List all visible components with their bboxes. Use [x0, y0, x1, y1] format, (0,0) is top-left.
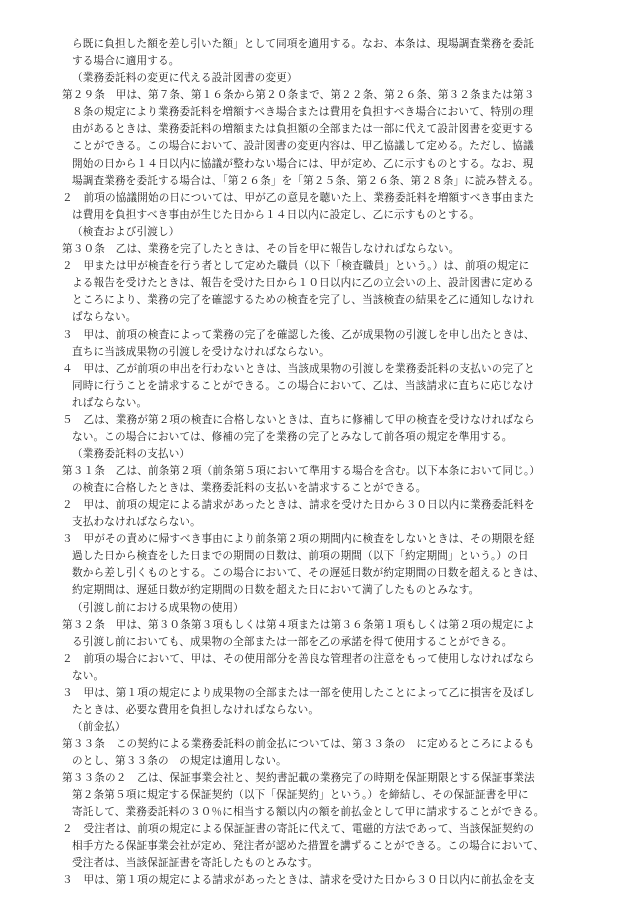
article-text: 第３３条の２ 乙は、保証事業会社と、契約書記載の業務完了の時期を保証期限とする保証事業法 第２条第５項に規定する保証契約（以下「保証契約」という。）を締結し、その保証証書を甲に 寄託して、業務委託料の３０％に相当する額以内の額を前払金として甲に請求することができる。	[62, 772, 545, 819]
article-33	[62, 736, 572, 770]
article-32-item-2	[62, 651, 572, 685]
item-text: ２ 甲は、前項の規定による請求があったときは、請求を受けた日から３０日以内に業務委託料を 支払わなければならない。	[62, 499, 535, 529]
article-33-2-item-3	[62, 872, 572, 889]
article-30-item-2	[62, 258, 572, 327]
paragraph-continuation	[62, 36, 572, 70]
item-text: ４ 甲は、乙が前項の申出を行わないときは、当該成果物の引渡しを業務委託料の支払いの完了と 同時に行うことを請求することができる。この場合において、乙は、当該請求に直ちに応じなけ ればならない。	[62, 363, 535, 410]
article-32-item-3	[62, 685, 572, 719]
heading-article-29	[62, 70, 572, 87]
article-29	[62, 87, 572, 190]
item-text: ２ 前項の協議開始の日については、甲が乙の意見を聴いた上、業務委託料を増額すべき事由また は費用を負担すべき事由が生じた日から１４日以内に設定し、乙に示すものとする。	[62, 192, 535, 222]
article-31-item-3	[62, 531, 572, 600]
article-30-item-4	[62, 361, 572, 412]
article-text: 第３１条 乙は、前条第２項（前条第５項において準用する場合を含む。以下本条において同じ。） の検査に合格したときは、業務委託料の支払いを請求することができる。	[62, 465, 541, 495]
article-31-item-2	[62, 497, 572, 531]
article-text: 第３０条 乙は、業務を完了したときは、その旨を甲に報告しなければならない。	[62, 243, 460, 255]
item-text: ３ 甲は、前項の検査によって業務の完了を確認した後、乙が成果物の引渡しを申し出たときは、 直ちに当該成果物の引渡しを受けなければならない。	[62, 329, 535, 359]
article-33-2-item-2	[62, 821, 572, 872]
article-text: 第２９条 甲は、第７条、第１６条から第２０条まで、第２２条、第２６条、第３２条または第３ ８条の規定により業務委託料を増額すべき場合または費用を負担すべき場合において、特別の理 由があるときは、業務委託料の増額または負担額の全部または一部に代えて設計図書を変更する ことができる。この場合において、設計図書の変更内容は、甲乙協議して定める。ただし、協議 開始の日から１４日以内に協議が整わない場合には、甲が定め、乙に示すものとする。なお、現 場調査業務を委託する場合は、「第２６条」を「第２５条、第２６条、第２８条」に読み替える。	[62, 89, 540, 187]
article-text: 第３３条 この契約による業務委託料の前金払については、第３３条の に定めるところによるも のとし、第３３条の の規定は適用しない。	[62, 738, 535, 768]
item-text: ３ 甲がその責めに帰すべき事由により前条第２項の期間内に検査をしないときは、その期限を経 過した日から検査をした日までの期間の日数は、前項の期間（以下「約定期間」という。）の日 数から差し引くものとする。この場合において、その遅延日数が約定期間の日数を超えるときは、 約定期間は、遅延日数が約定期間の日数を超えた日において満了したものとみなす。	[62, 533, 545, 597]
item-text: ２ 甲または甲が検査を行う者として定めた職員（以下「検査職員」という。）は、前項の規定に よる報告を受けたときは、報告を受けた日から１０日以内に乙の立会いの上、設計図書に定める ところにより、業務の完了を確認するための検査を完了し、当該検査の結果を乙に通知しなけれ ばならない。	[62, 260, 534, 324]
item-text: ５ 乙は、業務が第２項の検査に合格しないときは、直ちに修補して甲の検査を受けなければなら ない。この場合においては、修補の完了を業務の完了とみなして前各項の規定を準用する。	[62, 414, 535, 444]
item-text: ２ 前項の場合において、甲は、その使用部分を善良な管理者の注意をもって使用しなければなら ない。	[62, 653, 535, 683]
article-30	[62, 241, 572, 258]
article-heading: （引渡し前における成果物の使用）	[72, 602, 244, 614]
continuation-text: ら既に負担した額を差し引いた額」として同項を適用する。なお、本条は、現場調査業務を委託 する場合に適用する。	[72, 38, 534, 68]
article-text: 第３２条 甲は、第３０条第３項もしくは第４項または第３６条第１項もしくは第２項の規定によ る引渡し前においても、成果物の全部または一部を乙の承諾を得て使用することができる。	[62, 619, 535, 649]
article-33-2	[62, 770, 572, 821]
heading-article-32	[62, 600, 572, 617]
article-30-item-5	[62, 412, 572, 446]
article-31	[62, 463, 572, 497]
article-heading: （業務委託料の変更に代える設計図書の変更）	[72, 72, 298, 84]
article-heading: （前金払）	[72, 721, 126, 733]
article-29-item-2	[62, 190, 572, 224]
article-heading: （業務委託料の支払い）	[72, 448, 191, 460]
article-heading: （検査および引渡し）	[72, 226, 180, 238]
heading-article-30	[62, 224, 572, 241]
item-text: ２ 受注者は、前項の規定による保証証書の寄託に代えて、電磁的方法であって、当該保証契約の 相手方たる保証事業会社が定め、発注者が認めた措置を講ずることができる。この場合において、 受注者は、当該保証証書を寄託したものとみなす。	[62, 823, 545, 870]
item-text: ３ 甲は、第１項の規定により成果物の全部または一部を使用したことによって乙に損害を及ぼし たときは、必要な費用を負担しなければならない。	[62, 687, 535, 717]
item-text: ３ 甲は、第１項の規定による請求があったときは、請求を受けた日から３０日以内に前払金を支	[62, 874, 535, 886]
heading-article-31	[62, 446, 572, 463]
article-32	[62, 617, 572, 651]
article-30-item-3	[62, 327, 572, 361]
heading-article-33	[62, 719, 572, 736]
